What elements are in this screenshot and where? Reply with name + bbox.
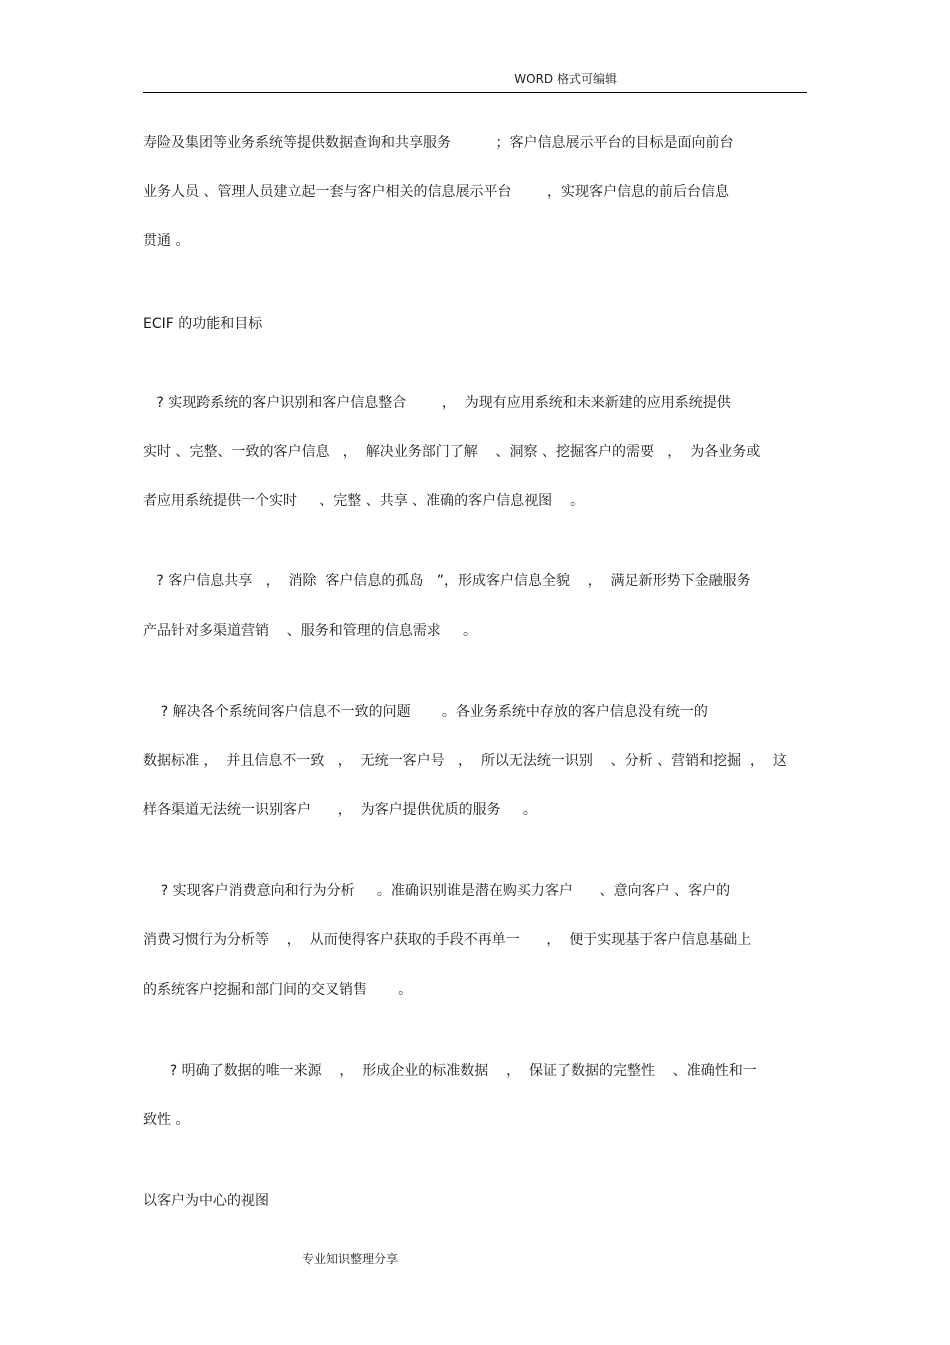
- bullet-4-line-3: 的系统客户挖掘和部门间的交叉销售 。: [143, 982, 413, 998]
- page-header: [143, 68, 807, 93]
- bullet-4-line-1: ? 实现客户消费意向和行为分析 。准确识别谁是潜在购买力客户 、意向客户 、客户的: [143, 883, 731, 899]
- bullet-2-line-1: ? 客户信息共享 ， 消除 客户信息的孤岛 ”，形成客户信息全貌 ， 满足新形势下金融服务: [143, 573, 751, 589]
- section-heading-customer-view: 以客户为中心的视图: [143, 1193, 269, 1209]
- bullet-3-line-2: 数据标准 ， 并且信息不一致 ， 无统一客户号 ， 所以无法统一识别 、分析 、营销和挖掘 ， 这: [143, 753, 787, 769]
- section-heading-ecif: ECIF 的功能和目标: [143, 316, 263, 332]
- bullet-2-line-2: 产品针对多渠道营销 、服务和管理的信息需求 。: [143, 623, 478, 639]
- bullet-1-line-3: 者应用系统提供一个实时 、完整 、共享 、准确的客户信息视图 。: [143, 493, 584, 509]
- intro-line-2: 业务人员 、管理人员建立起一套与客户相关的信息展示平台 ，实现客户信息的前后台信息: [143, 184, 730, 200]
- bullet-4-line-2: 消费习惯行为分析等 ， 从而使得客户获取的手段不再单一 ， 便于实现基于客户信息基础上: [143, 932, 752, 948]
- bullet-1-line-1: ? 实现跨系统的客户识别和客户信息整合 ， 为现有应用系统和未来新建的应用系统提供: [143, 395, 731, 411]
- bullet-5-line-2: 致性 。: [143, 1112, 190, 1128]
- bullet-1-line-2: 实时 、完整、一致的客户信息 ， 解决业务部门了解 、洞察 、挖掘客户的需要 ， 为各业务或: [143, 444, 761, 460]
- intro-line-1: 寿险及集团等业务系统等提供数据查询和共享服务 ；客户信息展示平台的目标是面向前台: [143, 135, 734, 151]
- bullet-3-line-1: ? 解决各个系统间客户信息不一致的问题 。各业务系统中存放的客户信息没有统一的: [143, 704, 708, 720]
- bullet-3-line-3: 样各渠道无法统一识别客户 ， 为客户提供优质的服务 。: [143, 802, 537, 818]
- intro-line-3: 贯通 。: [143, 233, 190, 249]
- header-title: WORD 格式可编辑: [514, 72, 617, 86]
- page-footer: 专业知识整理分享: [302, 1252, 399, 1266]
- bullet-5-line-1: ? 明确了数据的唯一来源 ， 形成企业的标准数据 ， 保证了数据的完整性 、准确性和一: [143, 1063, 757, 1079]
